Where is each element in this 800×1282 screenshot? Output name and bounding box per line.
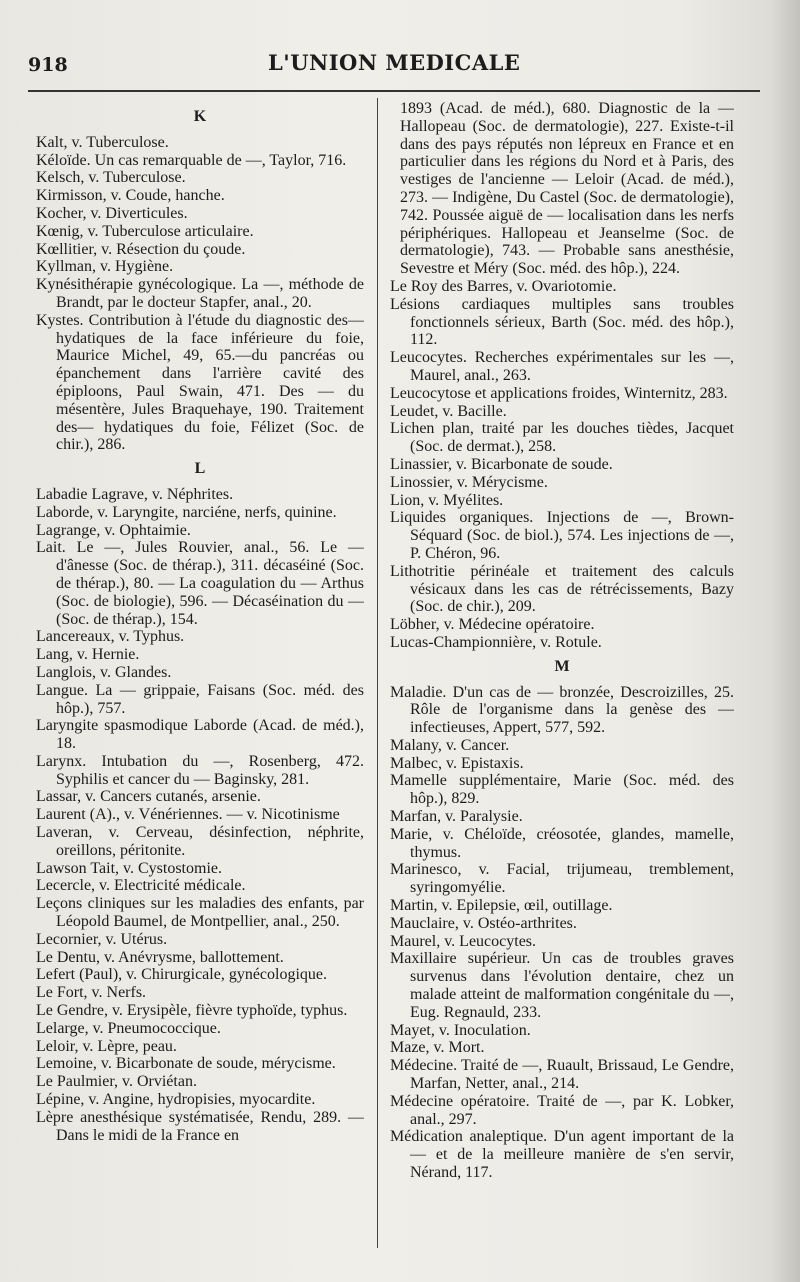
- index-entry: Médication analeptique. D'un agent important de la — et de la meilleure manière de s'en servir, Nérand, 117.: [390, 1128, 734, 1182]
- index-entry: Lecercle, v. Electricité médicale.: [36, 877, 246, 895]
- section-letter: M: [554, 657, 570, 675]
- index-entry: Maurel, v. Leucocytes.: [390, 932, 537, 950]
- index-entry: Lecornier, v. Utérus.: [36, 930, 168, 948]
- index-entry: Leudet, v. Bacille.: [390, 402, 507, 420]
- index-entry: Malany, v. Cancer.: [390, 736, 510, 754]
- index-entry: Marie, v. Chéloïde, créosotée, glandes, mamelle, thymus.: [390, 825, 734, 861]
- index-entry: Lait. Le —, Jules Rouvier, anal., 56. Le — d'ânesse (Soc. de thérap.), 311. décaséiné (Soc. de thérap.), 80. — La coagulation du — Arthus (Soc. de biologie), 596. — Décaséination du — (Soc. de thérap.), 154.: [36, 539, 364, 628]
- index-column-right: [390, 100, 734, 1270]
- index-entry: Martin, v. Epilepsie, œil, outillage.: [390, 897, 613, 915]
- index-entry: Marinesco, v. Facial, trijumeau, tremblement, syringomyélie.: [390, 861, 734, 897]
- index-entry: Leçons cliniques sur les maladies des enfants, par Léopold Baumel, de Montpellier, anal., 250.: [36, 895, 364, 931]
- index-entry: Kyllman, v. Hygiène.: [36, 258, 174, 276]
- index-entry: Le Dentu, v. Anévrysme, ballottement.: [36, 948, 284, 966]
- index-entry: Maladie. D'un cas de — bronzée, Descroizilles, 25. Rôle de l'organisme dans la genèse des — infectieuses, Appert, 577, 592.: [390, 683, 734, 737]
- index-entry: Mauclaire, v. Ostéo-arthrites.: [390, 914, 577, 932]
- index-entry: Kéloïde. Un cas remarquable de —, Taylor, 716.: [36, 151, 347, 169]
- index-entry: Linassier, v. Bicarbonate de soude.: [390, 455, 613, 473]
- index-entry-continuation: 1893 (Acad. de méd.), 680. Diagnostic de la — Hallopeau (Soc. de dermatologie), 227. Existe-t-il dans des pays réputés non lépreux en France et en particulier dans les régions du Nord et à Paris, des vestiges de l'ancienne — Leloir (Acad. de méd.), 273. — Indigène, Du Castel (Soc. de dermatologie), 742. Poussée aiguë de — localisation dans les nerfs périphériques. Hallopeau et Jeanselme (Soc. de dermatologie), 743. — Probable sans anesthésie, Sevestre et Méry (Soc. méd. des hôp.), 224.: [400, 100, 734, 278]
- index-entry: Kœnig, v. Tuberculose articulaire.: [36, 222, 254, 240]
- index-entry: Löbher, v. Médecine opératoire.: [390, 616, 595, 634]
- index-entry: Kynésithérapie gynécologique. La —, méthode de Brandt, par le docteur Stapfer, anal., 20.: [36, 276, 364, 311]
- index-entry: Leloir, v. Lèpre, peau.: [36, 1037, 177, 1055]
- index-entry: Laveran, v. Cerveau, désinfection, néphrite, oreillons, péritonite.: [36, 824, 364, 859]
- index-entry: Mayet, v. Inoculation.: [390, 1021, 531, 1039]
- index-entry: Médecine opératoire. Traité de —, par K. Lobker, anal., 297.: [390, 1092, 734, 1128]
- index-entry: Médecine. Traité de —, Ruault, Brissaud, Le Gendre, Marfan, Netter, anal., 214.: [390, 1057, 734, 1093]
- index-entry: Lancereaux, v. Typhus.: [36, 628, 185, 646]
- index-entry: Larynx. Intubation du —, Rosenberg, 472. Syphilis et cancer du — Baginsky, 281.: [36, 752, 364, 788]
- page-edge-shadow: [770, 0, 800, 1282]
- index-entry: Lassar, v. Cancers cutanés, arsenie.: [36, 788, 261, 806]
- index-entry: Lépine, v. Angine, hydropisies, myocardite.: [36, 1091, 316, 1109]
- index-entry: Langue. La — grippaie, Faisans (Soc. méd. des hôp.), 757.: [36, 681, 364, 717]
- section-letter: K: [193, 108, 207, 125]
- index-entry: Lichen plan, traité par les douches tièdes, Jacquet (Soc. de dermat.), 258.: [390, 420, 734, 456]
- index-entry: Mamelle supplémentaire, Marie (Soc. méd. des hôp.), 829.: [390, 772, 734, 808]
- index-entry: Lésions cardiaques multiples sans troubles fonctionnels sérieux, Barth (Soc. méd. des hôp.), 112.: [390, 295, 734, 349]
- header-rule: [28, 90, 760, 92]
- index-entry: Le Paulmier, v. Orviétan.: [36, 1073, 197, 1091]
- index-entry: Maze, v. Mort.: [390, 1039, 485, 1057]
- index-entry: Kystes. Contribution à l'étude du diagnostic des—hydatiques de la face inférieure du foie, Maurice Michel, 49, 65.—du pancréas ou épanchement dans l'arrière cavité des épiploons, Paul Swain, 471. Des — du mésentère, Jules Braquehaye, 190. Traitement des— hydatiques du foie, Félizet (Soc. de chir.), 286.: [36, 311, 364, 454]
- index-entry: Le Gendre, v. Erysipèle, fièvre typhoïde, typhus.: [36, 1002, 348, 1020]
- index-entry: Lucas-Championnière, v. Rotule.: [390, 633, 602, 651]
- index-entry: Lèpre anesthésique systématisée, Rendu, 289. — Dans le midi de la France en: [36, 1108, 364, 1144]
- index-entry: Laryngite spasmodique Laborde (Acad. de méd.), 18.: [36, 717, 364, 753]
- section-letter: L: [194, 460, 206, 478]
- index-entry: Linossier, v. Mérycisme.: [390, 473, 548, 491]
- index-entry: Lang, v. Hernie.: [36, 646, 140, 664]
- running-header: [28, 46, 768, 86]
- column-divider: [377, 98, 378, 1248]
- index-entry: Leucocytose et applications froides, Winternitz, 283.: [390, 384, 728, 402]
- index-entry: Kalt, v. Tuberculose.: [36, 133, 169, 151]
- index-entry: Lefert (Paul), v. Chirurgicale, gynécologique.: [36, 966, 328, 984]
- index-entry: Liquides organiques. Injections de —, Brown-Séquard (Soc. de biol.), 574. Les injections de —, P. Chéron, 96.: [390, 509, 734, 562]
- index-entry: Maxillaire supérieur. Un cas de troubles graves survenus dans l'évolution dentaire, chez un malade atteint de malformation congénitale du —, Eug. Regnauld, 233.: [390, 950, 734, 1021]
- index-entry: Lawson Tait, v. Cystostomie.: [36, 859, 222, 877]
- index-entry: Kirmisson, v. Coude, hanche.: [36, 187, 225, 205]
- index-entry: Malbec, v. Epistaxis.: [390, 754, 524, 772]
- index-entry: Leucocytes. Recherches expérimentales sur les —, Maurel, anal., 263.: [390, 349, 734, 384]
- index-column-left: [36, 100, 364, 1270]
- index-entry: Lithotritie périnéale et traitement des calculs vésicaux dans les cas de rétrécissements, Bazy (Soc. de chir.), 209.: [390, 562, 734, 616]
- page-number: 918: [28, 54, 68, 76]
- index-entry: Lagrange, v. Ophtaimie.: [36, 521, 191, 539]
- index-entry: Labadie Lagrave, v. Néphrites.: [36, 485, 234, 503]
- index-entry: Laborde, v. Laryngite, narciéne, nerfs, quinine.: [36, 503, 337, 521]
- index-entry: Laurent (A)., v. Vénériennes. — v. Nicotinisme: [36, 806, 340, 824]
- index-entry: Kelsch, v. Tuberculose.: [36, 169, 186, 187]
- index-entry: Marfan, v. Paralysie.: [390, 808, 523, 826]
- index-entry: Lemoine, v. Bicarbonate de soude, mérycisme.: [36, 1055, 336, 1073]
- index-entry: Le Roy des Barres, v. Ovariotomie.: [390, 277, 617, 295]
- index-entry: Langlois, v. Glandes.: [36, 663, 172, 681]
- journal-title: L'UNION MEDICALE: [268, 50, 521, 75]
- index-entry: Lelarge, v. Pneumococcique.: [36, 1019, 221, 1037]
- index-entry: Lion, v. Myélites.: [390, 491, 504, 509]
- index-entry: Le Fort, v. Nerfs.: [36, 984, 147, 1002]
- index-entry: Kœllitier, v. Résection du çoude.: [36, 240, 246, 258]
- index-entry: Kocher, v. Diverticules.: [36, 204, 188, 222]
